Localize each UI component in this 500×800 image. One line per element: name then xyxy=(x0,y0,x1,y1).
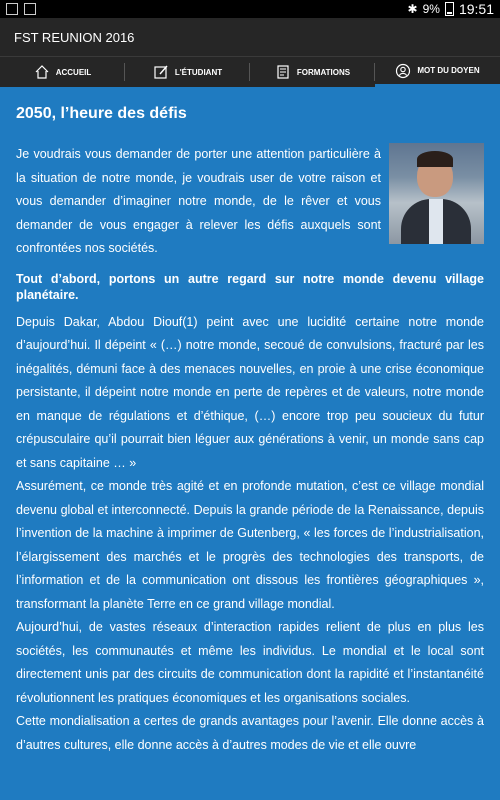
edit-icon xyxy=(153,64,169,80)
user-icon xyxy=(395,63,411,79)
lead-paragraph: Tout d’abord, portons un autre regard sur notre monde devenu village planétaire. xyxy=(16,271,484,302)
article-title: 2050, l’heure des défis xyxy=(16,105,187,122)
home-icon xyxy=(34,64,50,80)
status-bar xyxy=(0,0,500,18)
tab-accueil[interactable] xyxy=(0,57,125,87)
battery-icon xyxy=(445,2,454,16)
body-paragraph: Assurément, ce monde très agité et en profonde mutation, c’est ce village mondial devenu global et interconnecté. Depuis la grande période de la Renaissance, depuis l’invention de la machine à imprimer de Gutenberg, « les forces de l’industrialisation, l’élargissement des marchés et le progrès des technologies des transports, de l’information et de la communication ont dissous les frontières géographiques », transformant la planète Terre en ce grand village mondial. xyxy=(16,479,484,611)
tab-label: MOT DU DOYEN xyxy=(417,66,480,75)
image-notification-icon xyxy=(24,3,36,15)
body-paragraph: Depuis Dakar, Abdou Diouf(1) peint avec une lucidité certaine notre monde d’aujourd’hui. Il dépeint « (…) notre monde, secoué de convulsions, fracturé par les inégalités, démuni face à des menaces nouvelles, en proie à une crise économique persistante, il dépeint notre monde en perte de repères et de valeurs, notre monde en manque de régulations et d’éthique, (…) encore trop peu soucieux du futur crépusculaire qu’il pourrait bien léguer aux générations à venir, un monde sans cap et sans capitaine … » xyxy=(16,314,484,470)
tab-formations[interactable] xyxy=(250,57,375,87)
article xyxy=(0,105,500,757)
intro-paragraph: Je voudrais vous demander de porter une attention particulière à la situation de notre monde, je voudrais user de votre raison et vous demander d’imaginer notre monde, de le rêver et vous demander de vous engager à relever les défis auxquels sont confrontées nos sociétés. xyxy=(16,147,381,255)
tab-bar xyxy=(0,56,500,87)
body-paragraph: Aujourd’hui, de vastes réseaux d’interaction rapides relient de plus en plus les sociétés, les communautés et même les individus. Le mondial et le local sont directement unis par des circuits de communication dont la rapidité et l’instantanéité révolutionnent les pratiques économiques et les organisations sociales. xyxy=(16,620,484,705)
bookmark-icon xyxy=(275,64,291,80)
tab-label: L'ÉTUDIANT xyxy=(174,67,223,77)
dean-photo xyxy=(389,143,484,244)
bluetooth-icon: ✱ xyxy=(407,2,418,16)
body-paragraph: Cette mondialisation a certes de grands avantages pour l’avenir. Elle donne accès à d’autres cultures, elle donne accès à d’autres modes de vie et elle ouvre xyxy=(16,714,484,752)
battery-percent: 9% xyxy=(422,2,440,16)
tab-label: ACCUEIL xyxy=(55,67,92,77)
tab-label: FORMATIONS xyxy=(296,67,351,77)
tab-etudiant[interactable] xyxy=(125,57,250,87)
clock: 19:51 xyxy=(458,1,494,17)
tab-mot-du-doyen[interactable] xyxy=(375,57,500,87)
app-bar xyxy=(0,18,500,56)
gallery-notification-icon xyxy=(6,3,18,15)
intro-block xyxy=(16,143,484,261)
app-title: FST REUNION 2016 xyxy=(14,29,135,45)
